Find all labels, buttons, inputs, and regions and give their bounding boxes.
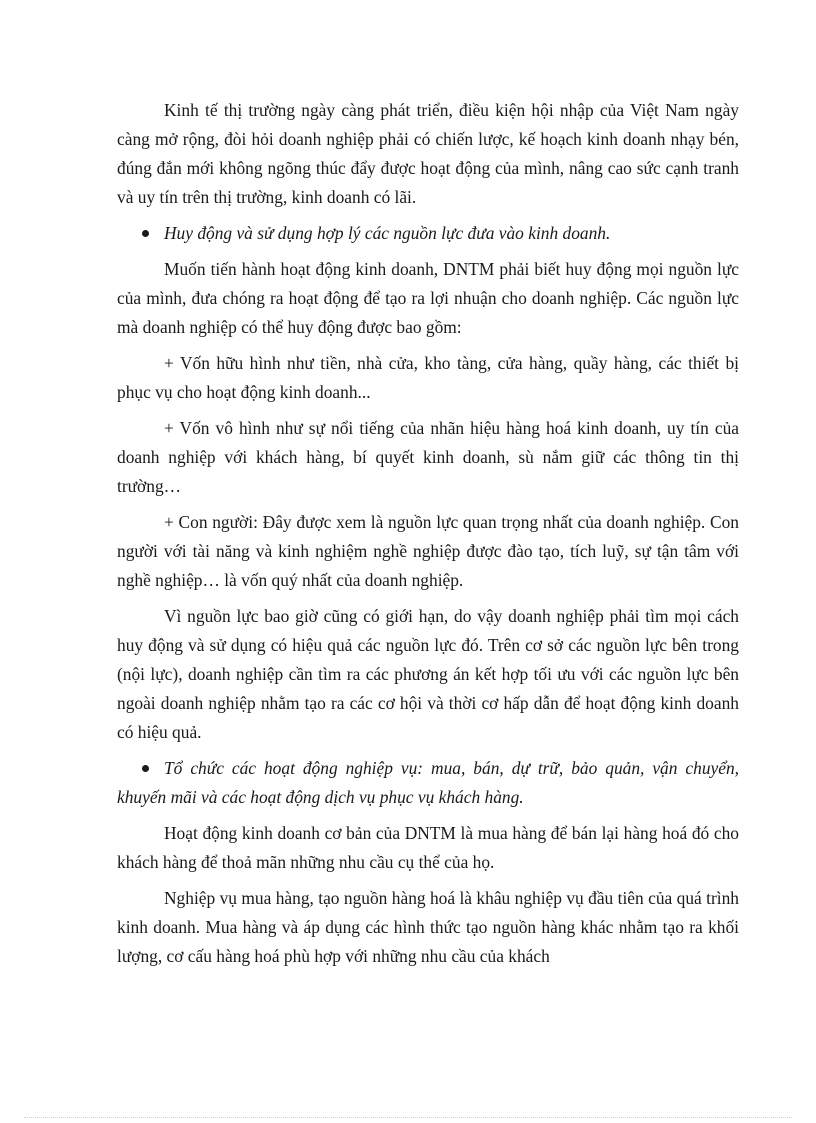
paragraph: + Con người: Đây được xem là nguồn lực quan trọng nhất của doanh nghiệp. Con người với tài năng và kinh nghiệm nghề nghiệp được đào tạo, tích luỹ, sự tận tâm với nghề nghiệp… là vốn quý nhất của doanh nghiệp. — [117, 512, 739, 590]
paragraph: Muốn tiến hành hoạt động kinh doanh, DNTM phải biết huy động mọi nguồn lực của mình, đưa chóng ra hoạt động để tạo ra lợi nhuận cho doanh nghiệp. Các nguồn lực mà doanh nghiệp có thể huy động được bao gồm: — [117, 259, 739, 337]
document-body — [117, 96, 739, 978]
bullet-text: Tổ chức các hoạt động nghiệp vụ: mua, bán, dự trữ, bảo quản, vận chuyển, khuyến mãi và các hoạt động dịch vụ phục vụ khách hàng. — [117, 758, 739, 807]
paragraph: Nghiệp vụ mua hàng, tạo nguồn hàng hoá là khâu nghiệp vụ đầu tiên của quá trình kinh doanh. Mua hàng và áp dụng các hình thức tạo nguồn hàng khác nhằm tạo ra khối lượng, cơ cấu hàng hoá phù hợp với những nhu cầu của khách — [117, 888, 739, 966]
paragraph: Vì nguồn lực bao giờ cũng có giới hạn, do vậy doanh nghiệp phải tìm mọi cách huy động và sử dụng có hiệu quả các nguồn lực đó. Trên cơ sở các nguồn lực bên trong (nội lực), doanh nghiệp cần tìm ra các phương án kết hợp tối ưu với các nguồn lực bên ngoài doanh nghiệp nhằm tạo ra các cơ hội và thời cơ hấp dẫn để hoạt động kinh doanh có hiệu quả. — [117, 606, 739, 742]
paragraph: + Vốn vô hình như sự nổi tiếng của nhãn hiệu hàng hoá kinh doanh, uy tín của doanh nghiệp với khách hàng, bí quyết kinh doanh, sù nắm giữ các thông tin thị trường… — [117, 418, 739, 496]
bullet-text: Huy động và sử dụng hợp lý các nguồn lực đưa vào kinh doanh. — [164, 223, 611, 243]
bullet-dot-icon — [142, 230, 149, 237]
paragraph: Hoạt động kinh doanh cơ bản của DNTM là mua hàng để bán lại hàng hoá đó cho khách hàng để thoả mãn những nhu cầu cụ thể của họ. — [117, 823, 739, 872]
bullet-item — [117, 219, 739, 248]
bullet-dot-icon — [142, 765, 149, 772]
paragraph: Kinh tế thị trường ngày càng phát triển, điều kiện hội nhập của Việt Nam ngày càng mở rộng, đòi hỏi doanh nghiệp phải có chiến lược, kế hoạch kinh doanh nhạy bén, đúng đắn mới không ngõng thúc đẩy được hoạt động của mình, nâng cao sức cạnh tranh và uy tín trên thị trường, kinh doanh có lãi. — [117, 100, 739, 207]
paragraph: + Vốn hữu hình như tiền, nhà cửa, kho tàng, cửa hàng, quầy hàng, các thiết bị phục vụ cho hoạt động kinh doanh... — [117, 353, 739, 402]
bullet-item — [117, 754, 739, 812]
page-bottom-divider — [24, 1117, 792, 1118]
